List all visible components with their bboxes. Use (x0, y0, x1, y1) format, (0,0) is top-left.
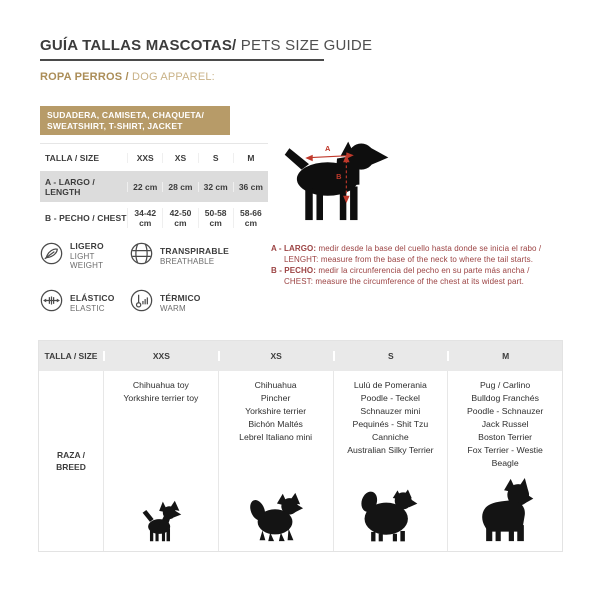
breed-column-s (333, 371, 448, 551)
breed-column-xs (218, 371, 333, 551)
feature-transpirable (130, 241, 260, 270)
note-a-label: A - LARGO: (271, 244, 317, 253)
breed-header-xxs: XXS (103, 351, 218, 361)
measurement-notes (271, 243, 571, 287)
feature-subtitle: WARM (160, 304, 186, 313)
breed-header-m: M (447, 351, 562, 361)
size-header-xs: XS (162, 153, 197, 163)
breed-item: Poodle - Schnauzer (466, 406, 544, 416)
page-title-en: PETS SIZE GUIDE (236, 37, 373, 54)
chihuahua-silhouette (138, 499, 184, 543)
breed-table (38, 340, 563, 552)
breed-header-xs: XS (218, 351, 333, 361)
breed-list-xs (239, 379, 312, 444)
subtitle-en: DOG APPAREL: (132, 71, 215, 83)
feature-subtitle: BREATHABLE (160, 256, 215, 266)
chest-s: 50-58 cm (198, 208, 233, 228)
breed-row-label-es: RAZA / (56, 450, 85, 460)
breed-list-m (467, 379, 543, 470)
breed-item: Pincher (260, 393, 291, 403)
breed-column-m (447, 371, 562, 551)
feature-title: TRANSPIRABLE (160, 245, 229, 256)
note-chest-es (271, 265, 571, 276)
size-header-s: S (198, 153, 233, 163)
breed-item: Yorkshire terrier toy (123, 393, 199, 403)
french-bulldog-silhouette (470, 477, 540, 543)
diagram-label-a: A (324, 144, 331, 153)
breed-row-label-en: BREED (56, 462, 86, 472)
breed-item: Yorkshire terrier (245, 406, 307, 416)
breed-item: Australian Silky Terrier (347, 445, 434, 455)
badge-line-en: SWEATSHIRT, T-SHIRT, JACKET (47, 120, 183, 131)
breed-item: Boston Terrier (478, 432, 533, 442)
chest-row (40, 202, 268, 233)
size-table-header-label: TALLA / SIZE (45, 152, 100, 163)
size-header-m: M (233, 153, 268, 163)
badge-line-es: SUDADERA, CAMISETA, CHAQUETA/ (47, 110, 205, 120)
breed-item: Lulú de Pomerania (353, 380, 427, 390)
feature-title: ELÁSTICO (70, 293, 115, 303)
note-a-label-en: LENGHT: (284, 255, 319, 264)
dog-measurement-diagram (281, 129, 393, 234)
length-row (40, 171, 268, 202)
diagram-label-b: B (336, 172, 342, 181)
feather-icon (40, 242, 63, 270)
note-a-text-en: measure from the base of the neck to where the tail starts. (318, 255, 534, 264)
feature-title: TÉRMICO (160, 293, 201, 303)
breed-item: Canniche (372, 432, 409, 442)
note-b-text: medir la circunferencia del pecho en su parte más ancha / (316, 266, 530, 275)
chest-xs: 42-50 cm (162, 208, 197, 228)
length-xs: 28 cm (162, 182, 197, 192)
note-b-text-en: measure the circumference of the chest at its widest part. (313, 277, 524, 286)
breed-table-header (39, 341, 562, 371)
garment-type-badge (40, 106, 230, 135)
size-table-header-row (40, 144, 268, 171)
breed-table-body (39, 371, 562, 551)
breed-item: Chihuahua toy (132, 380, 189, 390)
subtitle-es: ROPA PERROS / (40, 71, 133, 83)
breed-item: Bulldog Franchés (471, 393, 539, 403)
stretch-arrows-icon (40, 289, 63, 317)
page-subtitle (40, 71, 215, 83)
breed-header-s: S (333, 351, 448, 361)
feature-title: LIGERO (70, 241, 104, 251)
breed-row-label (39, 371, 103, 551)
breed-header-label: TALLA / SIZE (44, 351, 98, 361)
page-title-es: GUÍA TALLAS MASCOTAS/ (40, 37, 237, 54)
breed-item: Fox Terrier - Westie (467, 445, 543, 455)
chest-row-label: B - PECHO / CHEST (45, 212, 127, 223)
note-b-label-en: CHEST: (284, 277, 314, 286)
pomeranian-silhouette (357, 485, 423, 543)
breed-item: Poodle - Teckel (360, 393, 420, 403)
feature-ligero (40, 241, 130, 270)
note-b-label: B - PECHO: (271, 266, 316, 275)
note-length-en (271, 254, 571, 265)
size-table (40, 143, 268, 233)
thermometer-icon (130, 289, 153, 317)
feature-elastico (40, 289, 130, 317)
length-m: 36 cm (233, 182, 268, 192)
feature-subtitle: LIGHT WEIGHT (70, 252, 104, 270)
length-row-label: A - LARGO / LENGTH (45, 176, 95, 197)
length-s: 32 cm (198, 182, 233, 192)
size-header-xxs: XXS (127, 153, 162, 163)
note-chest-en (271, 276, 571, 287)
note-length-es (271, 243, 571, 254)
note-a-text: medir desde la base del cuello hasta donde se inicia el rabo / (316, 244, 542, 253)
breed-item: Jack Russel (481, 419, 529, 429)
breed-item: Schnauzer mini (360, 406, 421, 416)
breed-item: Pequinés - Shit Tzu (352, 419, 429, 429)
long-haired-chihuahua-silhouette (247, 491, 305, 543)
breed-item: Bichón Maltés (248, 419, 303, 429)
breed-list-xxs (123, 379, 198, 405)
feature-subtitle: ELASTIC (70, 304, 105, 313)
breed-item: Pug / Carlino (480, 380, 531, 390)
dog-silhouette-diagram (281, 129, 393, 229)
feature-termico (130, 289, 260, 317)
length-xxs: 22 cm (127, 182, 162, 192)
chest-xxs: 34-42 cm (127, 208, 162, 228)
breed-list-s (347, 379, 433, 457)
page-title (40, 37, 373, 61)
chest-m: 58-66 cm (233, 208, 268, 228)
mesh-icon (130, 242, 153, 270)
breed-item: Lebrel Italiano mini (239, 432, 313, 442)
breed-column-xxs (103, 371, 218, 551)
breed-item: Beagle (491, 458, 519, 468)
feature-list (40, 241, 260, 317)
breed-item: Chihuahua (254, 380, 297, 390)
